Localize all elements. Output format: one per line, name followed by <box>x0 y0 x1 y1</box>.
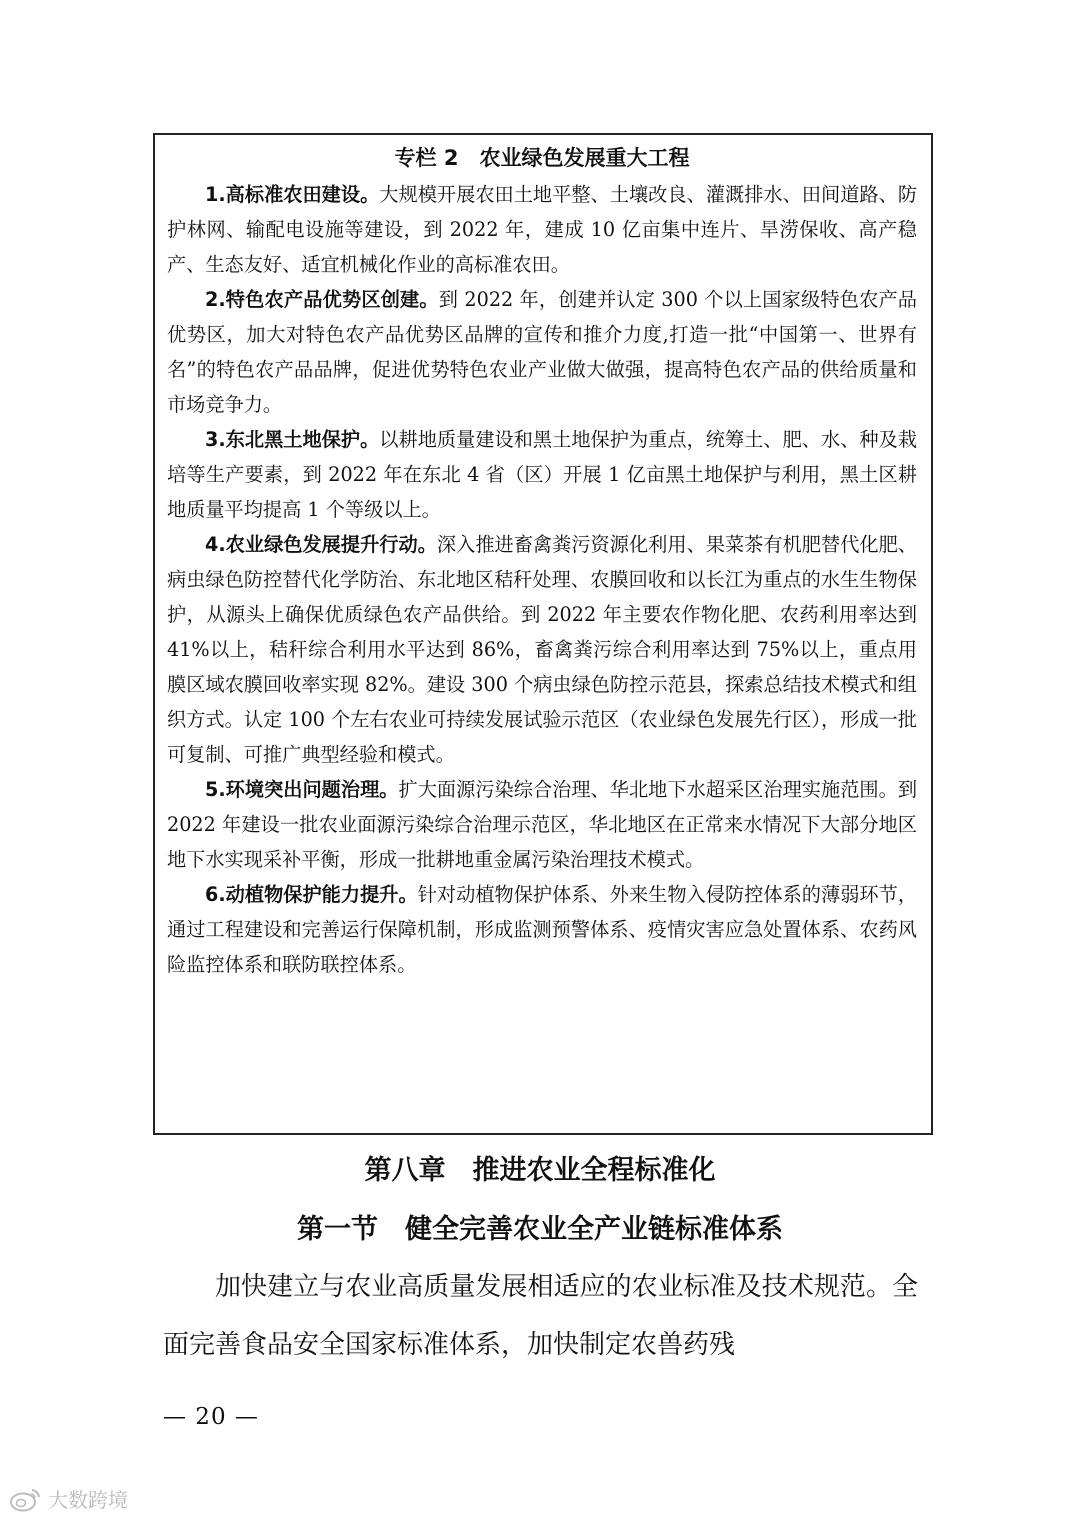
item-heading: 6.动植物保护能力提升。 <box>205 883 418 906</box>
section-title: 第一节 健全完善农业全产业链标准体系 <box>297 1214 783 1245</box>
box-item-3 <box>167 422 917 527</box>
item-heading: 1.高标准农田建设。 <box>205 183 380 206</box>
item-heading: 2.特色农产品优势区创建。 <box>205 288 439 311</box>
item-heading: 5.环境突出问题治理。 <box>205 778 399 801</box>
page-number: — 20 — <box>163 1404 259 1430</box>
chapter-title: 第八章 推进农业全程标准化 <box>364 1155 716 1186</box>
item-heading: 3.东北黑土地保护。 <box>205 428 380 451</box>
watermark-text: 大数跨境 <box>48 1488 128 1512</box>
box-item-6 <box>167 877 917 982</box>
item-text: 针对动植物保护体系、外来生物入侵防控体系的薄弱环节，通过工程建设和完善运行保障机制，形成监测预警体系、疫情灾害应急处置体系、农药风险监控体系和联防联控体系。 <box>167 883 918 976</box>
item-text: 以耕地质量建设和黑土地保护为重点，统筹土、肥、水、种及栽培等生产要素，到 2022 年在东北 4 省（区）开展 1 亿亩黑土地保护与利用，黑土区耕地质量平均提高 1 个等级以上。 <box>167 428 918 521</box>
weibo-logo-icon <box>8 1485 44 1513</box>
item-text: 深入推进畜禽粪污资源化利用、果菜茶有机肥替代化肥、病虫绿色防控替代化学防治、东北地区秸秆处理、农膜回收和以长江为重点的水生生物保护，从源头上确保优质绿色农产品供给。到 2022 年主要农作物化肥、农药利用率达到 41%以上，秸秆综合利用水平达到 86%，畜禽粪污综合利用率达到 75%以上，重点用膜区域农膜回收率实现 82%。建设 300 个病虫绿色防控示范县，探索总结技术模式和组织方式。认定 100 个左右农业可持续发展试验示范区（农业绿色发展先行区），形成一批可复制、可推广典型经验和模式。 <box>167 533 917 766</box>
special-column-box <box>153 133 933 1135</box>
item-text: 大规模开展农田土地平整、土壤改良、灌溉排水、田间道路、防护林网、输配电设施等建设，到 2022 年，建成 10 亿亩集中连片、旱涝保收、高产稳产、生态友好、适宜机械化作业的高标准农田。 <box>167 183 918 276</box>
item-text: 到 2022 年，创建并认定 300 个以上国家级特色农产品优势区，加大对特色农产品优势区品牌的宣传和推介力度,打造一批“中国第一、世界有名”的特色农产品品牌，促进优势特色农业产业做大做强，提高特色农产品的供给质量和市场竞争力。 <box>167 288 917 416</box>
body-paragraph: 加快建立与农业高质量发展相适应的农业标准及技术规范。全面完善食品安全国家标准体系，加快制定农兽药残 <box>163 1272 918 1360</box>
box-item-2 <box>167 282 917 422</box>
item-heading: 4.农业绿色发展提升行动。 <box>205 533 437 556</box>
box-title: 专栏 2 农业绿色发展重大工程 <box>394 146 690 170</box>
watermark <box>8 1484 128 1513</box>
box-item-4 <box>167 527 917 772</box>
item-text: 扩大面源污染综合治理、华北地下水超采区治理实施范围。到 2022 年建设一批农业面源污染综合治理示范区，华北地区在正常来水情况下大部分地区地下水实现采补平衡，形成一批耕地重金属污染治理技术模式。 <box>167 778 918 871</box>
box-item-5 <box>167 772 917 877</box>
box-item-1 <box>167 177 917 282</box>
